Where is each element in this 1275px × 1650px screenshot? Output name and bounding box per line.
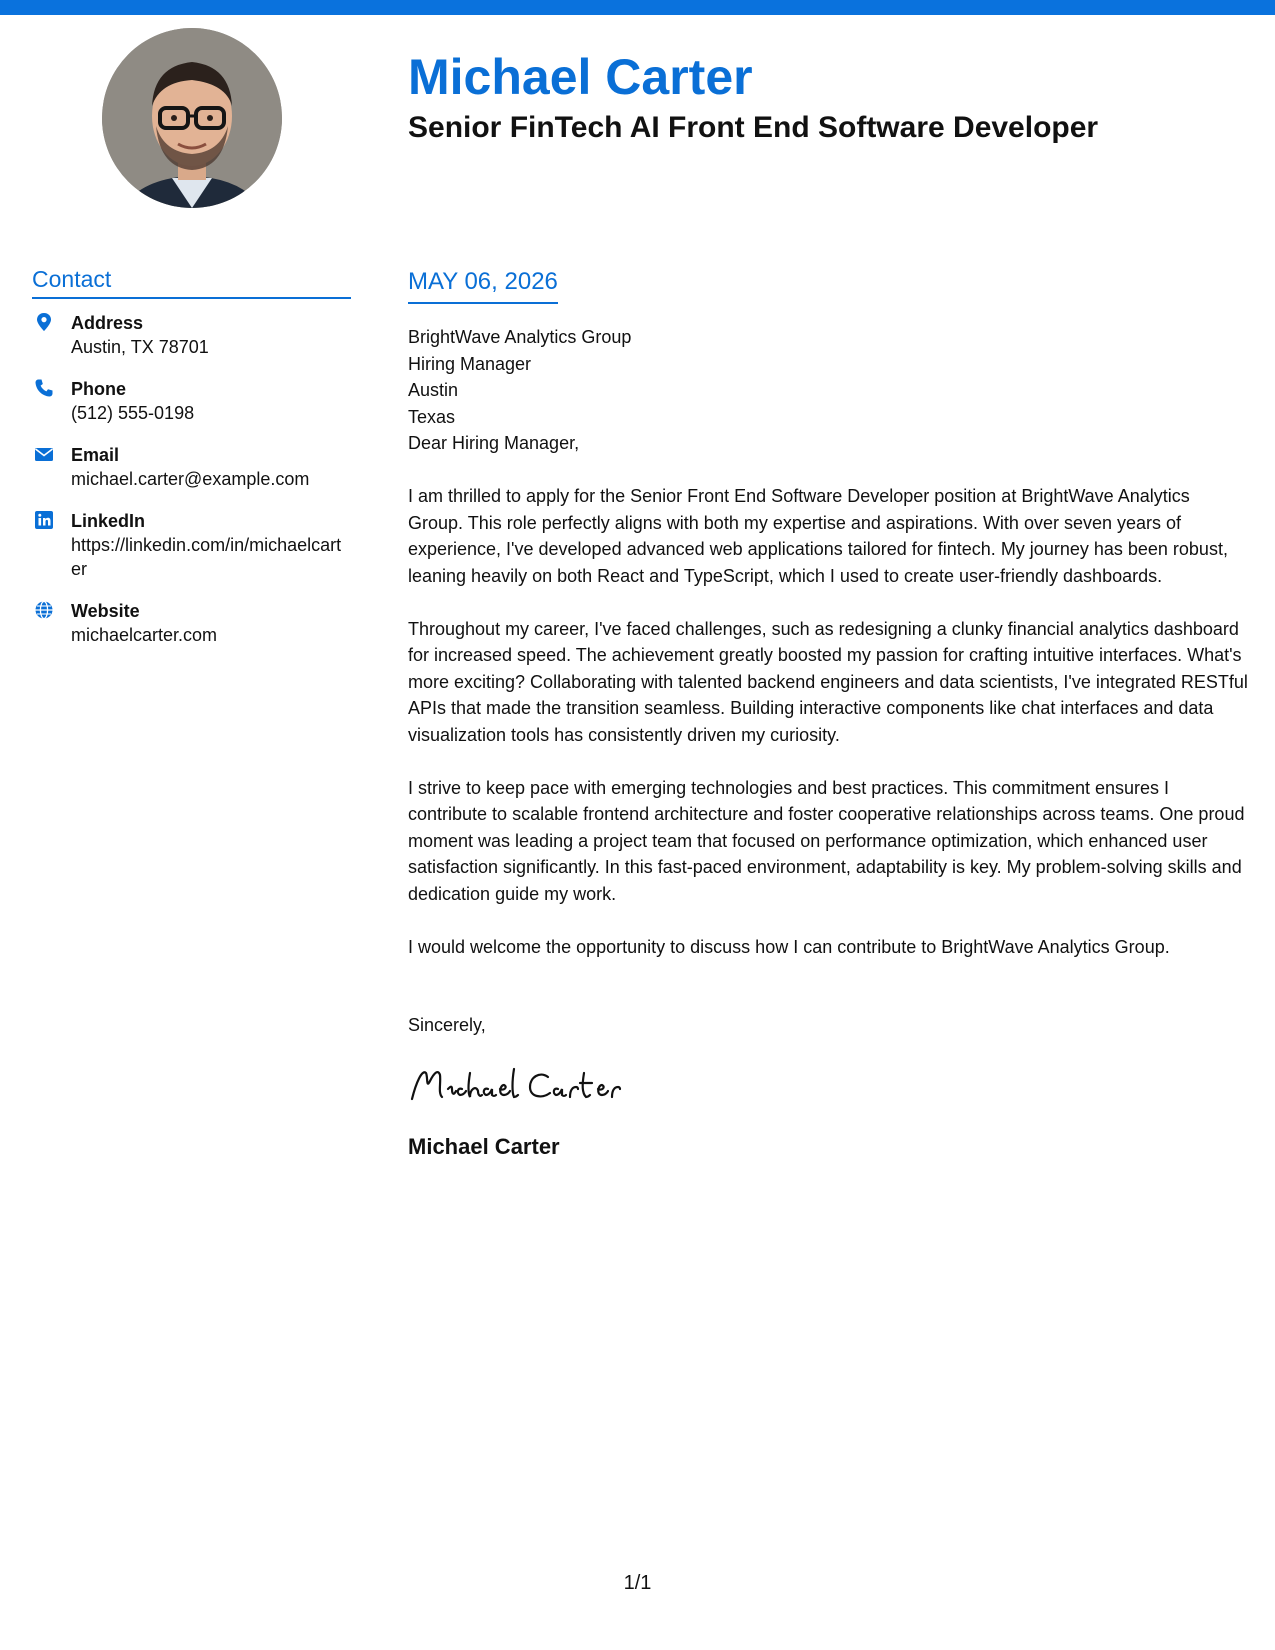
contact-label: LinkedIn xyxy=(71,511,146,531)
letter-closing: Sincerely, xyxy=(408,1015,486,1035)
contact-item-email xyxy=(32,443,351,491)
contact-value: Austin, TX 78701 xyxy=(71,337,209,357)
person-portrait-icon xyxy=(102,28,282,208)
cover-letter-body xyxy=(408,268,1248,1160)
contact-value[interactable]: michaelcarter.com xyxy=(71,625,218,645)
contact-heading: Contact xyxy=(32,266,351,299)
contact-value: (512) 555-0198 xyxy=(71,403,195,423)
globe-icon xyxy=(34,600,54,620)
contact-value[interactable]: michael.carter@example.com xyxy=(71,469,310,489)
contact-item-phone xyxy=(32,377,351,425)
profile-photo xyxy=(102,28,282,208)
recipient-city: Austin xyxy=(408,380,459,400)
applicant-job-title: Senior FinTech AI Front End Software Developer xyxy=(408,111,1099,144)
contact-label: Phone xyxy=(71,379,127,399)
envelope-icon xyxy=(34,444,54,464)
letter-paragraph: I strive to keep pace with emerging technologies and best practices. This commitment ensures I contribute to scalable frontend architecture and foster cooperative relationships across teams. One proud moment was leading a project team that focused on performance optimization, which enhanced user satisfaction significantly. In this fast-paced environment, adaptability is key. My problem-solving skills and dedication guide my work. xyxy=(408,777,1245,904)
signature-image xyxy=(408,1063,648,1107)
contact-label: Website xyxy=(71,601,140,621)
applicant-name: Michael Carter xyxy=(408,49,753,105)
location-pin-icon xyxy=(34,312,54,332)
contact-label: Email xyxy=(71,445,120,465)
letter-paragraph: I am thrilled to apply for the Senior Front End Software Developer position at BrightWave Analytics Group. This role perfectly aligns with both my expertise and aspirations. With over seven years of experience, I've developed advanced web applications tailored for fintech. My journey has been robust, leaning heavily on both React and TypeScript, which I used to create user-friendly dashboards. xyxy=(408,486,1228,586)
phone-icon xyxy=(34,378,54,398)
letter-paragraph: Throughout my career, I've faced challenges, such as redesigning a clunky financial analytics dashboard for increased speed. The achievement greatly boosted my passion for crafting intuitive interfaces. What's more exciting? Collaborating with talented backend engineers and data scientists, I've integrated RESTful APIs that made the transition seamless. Building interactive components like chat interfaces and data visualization tools has consistently driven my curiosity. xyxy=(408,618,1248,745)
top-accent-bar xyxy=(0,0,1275,15)
contact-item-website xyxy=(32,599,351,647)
handwritten-signature xyxy=(408,1063,1248,1112)
page-number: 1/1 xyxy=(623,1572,652,1594)
recipient-company: BrightWave Analytics Group xyxy=(408,327,632,347)
contact-value[interactable]: https://linkedin.com/in/michaelcarter xyxy=(71,535,342,579)
salutation: Dear Hiring Manager, xyxy=(408,433,580,453)
letter-paragraph: I would welcome the opportunity to discuss how I can contribute to BrightWave Analytics Group. xyxy=(408,936,1170,957)
letter-date: MAY 06, 2026 xyxy=(408,268,558,304)
contact-item-address xyxy=(32,311,351,359)
recipient-state: Texas xyxy=(408,406,456,427)
contact-item-linkedin xyxy=(32,509,351,581)
contact-sidebar xyxy=(32,266,351,665)
recipient-role: Hiring Manager xyxy=(408,353,532,374)
contact-label: Address xyxy=(71,313,144,333)
recipient-block xyxy=(408,324,1248,457)
signed-name: Michael Carter xyxy=(408,1133,560,1159)
linkedin-icon xyxy=(34,510,54,530)
